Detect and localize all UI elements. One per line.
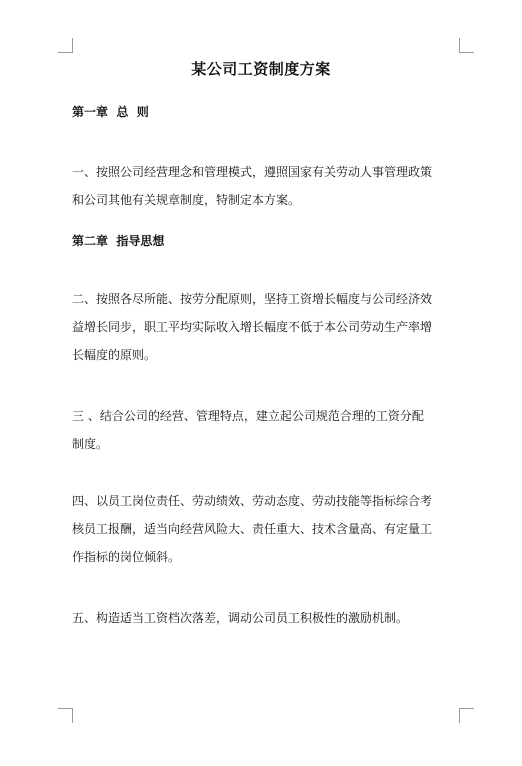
paragraph-line: 五、构造适当工资档次落差，调动公司员工积极性的激励机制。 (72, 611, 409, 625)
paragraph-4 (72, 487, 452, 571)
paragraph-line: 三 、结合公司的经营、管理特点，建立起公司规范合理的工资分配 (72, 409, 424, 423)
crop-mark-bottom-left (58, 708, 73, 723)
paragraph-1 (72, 158, 452, 214)
crop-mark-top-right (459, 38, 474, 53)
paragraph-line: 一、按照公司经营理念和管理模式，遵照国家有关劳动人事管理政策 (72, 165, 433, 179)
chapter-2-heading: 第二章 指导思想 (72, 234, 165, 248)
paragraph-2 (72, 285, 452, 369)
paragraph-line: 作指标的岗位倾斜。 (72, 550, 181, 564)
paragraph-line: 四、以员工岗位责任、劳动绩效、劳动态度、劳动技能等指标综合考 (72, 494, 433, 508)
paragraph-5 (72, 604, 452, 632)
crop-mark-bottom-right (459, 708, 474, 723)
document-title: 某公司工资制度方案 (191, 60, 331, 78)
paragraph-line: 二、按照各尽所能、按劳分配原则，坚持工资增长幅度与公司经济效 (72, 292, 433, 306)
paragraph-line: 制度。 (72, 437, 109, 451)
paragraph-line: 长幅度的原则。 (72, 348, 157, 362)
crop-mark-top-left (58, 38, 73, 53)
paragraph-line: 和公司其他有关规章制度，特制定本方案。 (72, 193, 301, 207)
paragraph-3 (72, 402, 452, 458)
paragraph-line: 益增长同步，职工平均实际收入增长幅度不低于本公司劳动生产率增 (72, 320, 433, 334)
paragraph-line: 核员工报酬，适当向经营风险大、责任重大、技术含量高、有定量工 (72, 522, 433, 536)
chapter-1-heading: 第一章 总 则 (72, 105, 149, 119)
